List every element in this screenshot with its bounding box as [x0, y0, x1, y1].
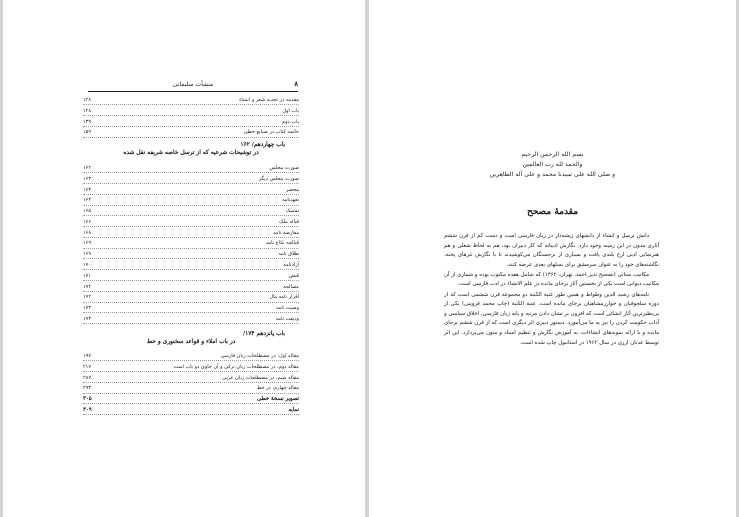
- toc-row: [83, 304, 299, 313]
- toc-row: [83, 96, 299, 105]
- toc-entry-page: ۱۶۴: [83, 186, 92, 193]
- toc-entry-title: قبض: [288, 272, 299, 279]
- toc-entry-title: محضر: [285, 186, 299, 193]
- preface-paragraph: مکاتیب سنائی (تصحیح نذیر احمد، تهران، ۱۳۶۲) که شامل هفده مکتوب بوده و شماری از آن مکاتیب دیوانی است یکی از نخستین آثار برجای مانده در علم الانشاء در ادب فارسی است.: [444, 271, 659, 288]
- toc-row: [83, 250, 299, 259]
- chapter-14-title: باب چهاردهم/ ۱۶۲: [240, 142, 285, 148]
- toc-entry-page: ۳۰۹: [83, 406, 92, 413]
- toc-entry-page: ۲۸۷: [83, 374, 92, 381]
- toc-entry-title: باب دوم: [282, 118, 299, 125]
- toc-row: [83, 374, 299, 383]
- toc-entry-page: ۱۵۹: [83, 129, 92, 136]
- basmala-line: والحمد لله رب العالمین: [522, 161, 583, 168]
- toc-entry-title: آزادنامه: [283, 262, 299, 269]
- toc-entry-title: مفارضه نامه: [273, 229, 299, 236]
- toc-row: [83, 384, 299, 393]
- toc-entry-title: مقاله چهارم: در خط: [256, 385, 299, 392]
- toc-entry-title: صورت مجلس دیگر: [258, 175, 299, 182]
- toc-entry-page: ۱۲۸: [83, 107, 92, 114]
- toc-entry-title: نمایه: [288, 406, 299, 413]
- toc-row: [83, 261, 299, 270]
- toc-entry-title: تصویر نسخهٔ خطی: [256, 396, 299, 403]
- chapter-14-heading: [83, 141, 299, 157]
- toc-entry-title: تمسک: [285, 208, 299, 215]
- toc-row: [83, 186, 299, 195]
- toc-row: [83, 283, 299, 292]
- toc-entry-title: مقاله اول: در مصطلحات زبان فارسی: [220, 353, 299, 359]
- toc-entry-page: ۱۳۹: [83, 118, 92, 125]
- toc-row: [83, 128, 299, 137]
- toc-row: [83, 315, 299, 324]
- toc-entry-page: ۱۷۳: [83, 315, 92, 322]
- toc-row: [83, 175, 299, 184]
- toc-entry-title: تعهدنامه: [281, 197, 299, 204]
- toc-entry-page: ۱۶۹: [83, 251, 92, 258]
- page-number: ۸: [294, 79, 298, 88]
- toc-entry-title: صورت مجلس: [269, 165, 299, 171]
- toc-entry-title: وصیت نامه: [276, 305, 299, 312]
- toc-top-list: [83, 96, 299, 139]
- toc-entry-title: مقدمه در تجدید شعر و انشاء: [239, 97, 299, 103]
- toc-entry-title: قبالچه نکاح نامه: [265, 240, 299, 247]
- toc-row: [83, 239, 299, 248]
- toc-entry-page: ۳۰۵: [83, 396, 92, 403]
- toc-entry-page: ۱۷۰: [83, 262, 92, 269]
- toc-entry-title: مقاله دوم: در مصطلحات زبان ترکی و آن حاوی دو باب است: [173, 363, 299, 370]
- toc-row: [83, 352, 299, 361]
- toc-entry-title: مصالحه: [283, 283, 299, 290]
- toc-entry-title: خاتمه کتاب در صنایع خطی: [243, 129, 299, 136]
- toc-row: [83, 107, 299, 116]
- preface-title: مقدمهٔ مصحح: [526, 207, 579, 217]
- toc-row: [83, 229, 299, 238]
- toc-entry-title: ودیعت نامه: [275, 315, 299, 322]
- toc-entry-title: مقاله سیم: در مصطلحات زبان عربی: [222, 374, 299, 381]
- chapter-15-title: باب پانزدهم ۱۷۴/: [242, 331, 285, 337]
- right-page: [369, 0, 736, 517]
- toc-entry-page: ۱۶۵: [83, 208, 92, 215]
- chapter-14-subtitle: در توشیحات شرعیه که از ترسل خاصه شریفه نقل شده: [123, 150, 259, 156]
- toc-row: [83, 207, 299, 216]
- toc-entry-page: ۱۷۲: [83, 294, 92, 301]
- toc-entry-page: ۱۷۱: [83, 272, 92, 279]
- toc-entry-page: ۲۱۷: [83, 363, 92, 370]
- chapter-15-subtitle: در باب املاء و قواعد سخنوری و خط: [146, 339, 236, 345]
- left-page: [3, 0, 365, 517]
- running-title: منشآت سلیمانی: [172, 81, 214, 88]
- toc-row: [83, 118, 299, 127]
- toc-entry-page: ۱۷۲: [83, 283, 92, 290]
- toc-entry-page: ۱۹۷: [83, 353, 92, 359]
- toc-entry-page: ۱۷۳: [83, 305, 92, 312]
- chapter-15-heading: [83, 330, 299, 346]
- toc-row: [83, 406, 299, 415]
- preface-body: [444, 232, 659, 349]
- toc-row: [83, 196, 299, 205]
- preface-paragraph: دانش ترسل و انشاء از دانشهای ریشه‌دار در زبان فارسی است و دست کم از قرن ششم آثاری مدون در این زمینه وجود دارد. نگارش ادیبانه که کار دبیران بود، هم به لحاظ شغلی و هم هنرنمایی ادبی ارج بلندی یافت و بسیاری از برجستگان می‌کوشیدند تا با نگارش نثرهای پخته، نگاشته‌های خود را به عنوان سرمشق برای نسلهای بعدی عرضه کنند.: [444, 233, 659, 268]
- toc-entry-page: ۱۲۸: [83, 97, 92, 103]
- toc-entry-title: طلاق نامه: [278, 251, 299, 258]
- basmala-block: [369, 150, 736, 180]
- toc-chapter-14-list: [83, 164, 299, 326]
- toc-row: [83, 363, 299, 372]
- toc-entry-page: ۱۶۳: [83, 175, 92, 182]
- toc-entry-page: ۱۶۲: [83, 165, 92, 171]
- toc-entry-page: ۲۹۳: [83, 385, 92, 392]
- basmala-line: و صلی الله علی سیدنا محمد و علی آله الطاهرین: [489, 171, 616, 178]
- toc-row: [83, 272, 299, 281]
- basmala-line: بسم الله الرحمن الرحیم: [521, 151, 584, 158]
- toc-entry-page: ۱۶۴: [83, 197, 92, 204]
- toc-entry-title: قباله ملک: [278, 218, 299, 225]
- toc-entry-page: ۱۶۶: [83, 218, 92, 225]
- toc-entry-title: باب اول: [282, 107, 299, 114]
- toc-entry-page: ۱۶۹: [83, 240, 92, 247]
- toc-row: [83, 293, 299, 302]
- toc-row: [83, 164, 299, 173]
- preface-paragraph: نامه‌های رشید الدین وطواط و همین طور عتبة الکتبة دو مجموعه قرن ششمی است که از دوره سلجوقیان و خوارزمشاهیان برجای مانده است. عتبة الکتبة (چاپ محمد قزوینی) یکی از بی‌نظیرترین آثار انشائی است که افزون بر نشان دادن مرتبه و پایه زبان فارسی، اخلاق سیاسی و آداب حکومت کردن را نیز به ما می‌آموزد. دستور دبیری اثر دیگری است که از قرن ششم برجای مانده و با ارائه نمونه‌های انشاءات، به آموزش نگارش و تنظیم اسناد و متون می‌پردازد. این اثر توسط عدنان ارزی در سال ۱۹۶۲ در استانبول چاپ شده است.: [444, 291, 659, 346]
- toc-entry-title: اقرار نامه مال: [269, 294, 299, 301]
- toc-entry-page: ۱۶۸: [83, 229, 92, 236]
- toc-chapter-15-list: [83, 352, 299, 417]
- toc-row: [83, 218, 299, 227]
- running-head: [88, 81, 298, 92]
- toc-row: [83, 395, 299, 404]
